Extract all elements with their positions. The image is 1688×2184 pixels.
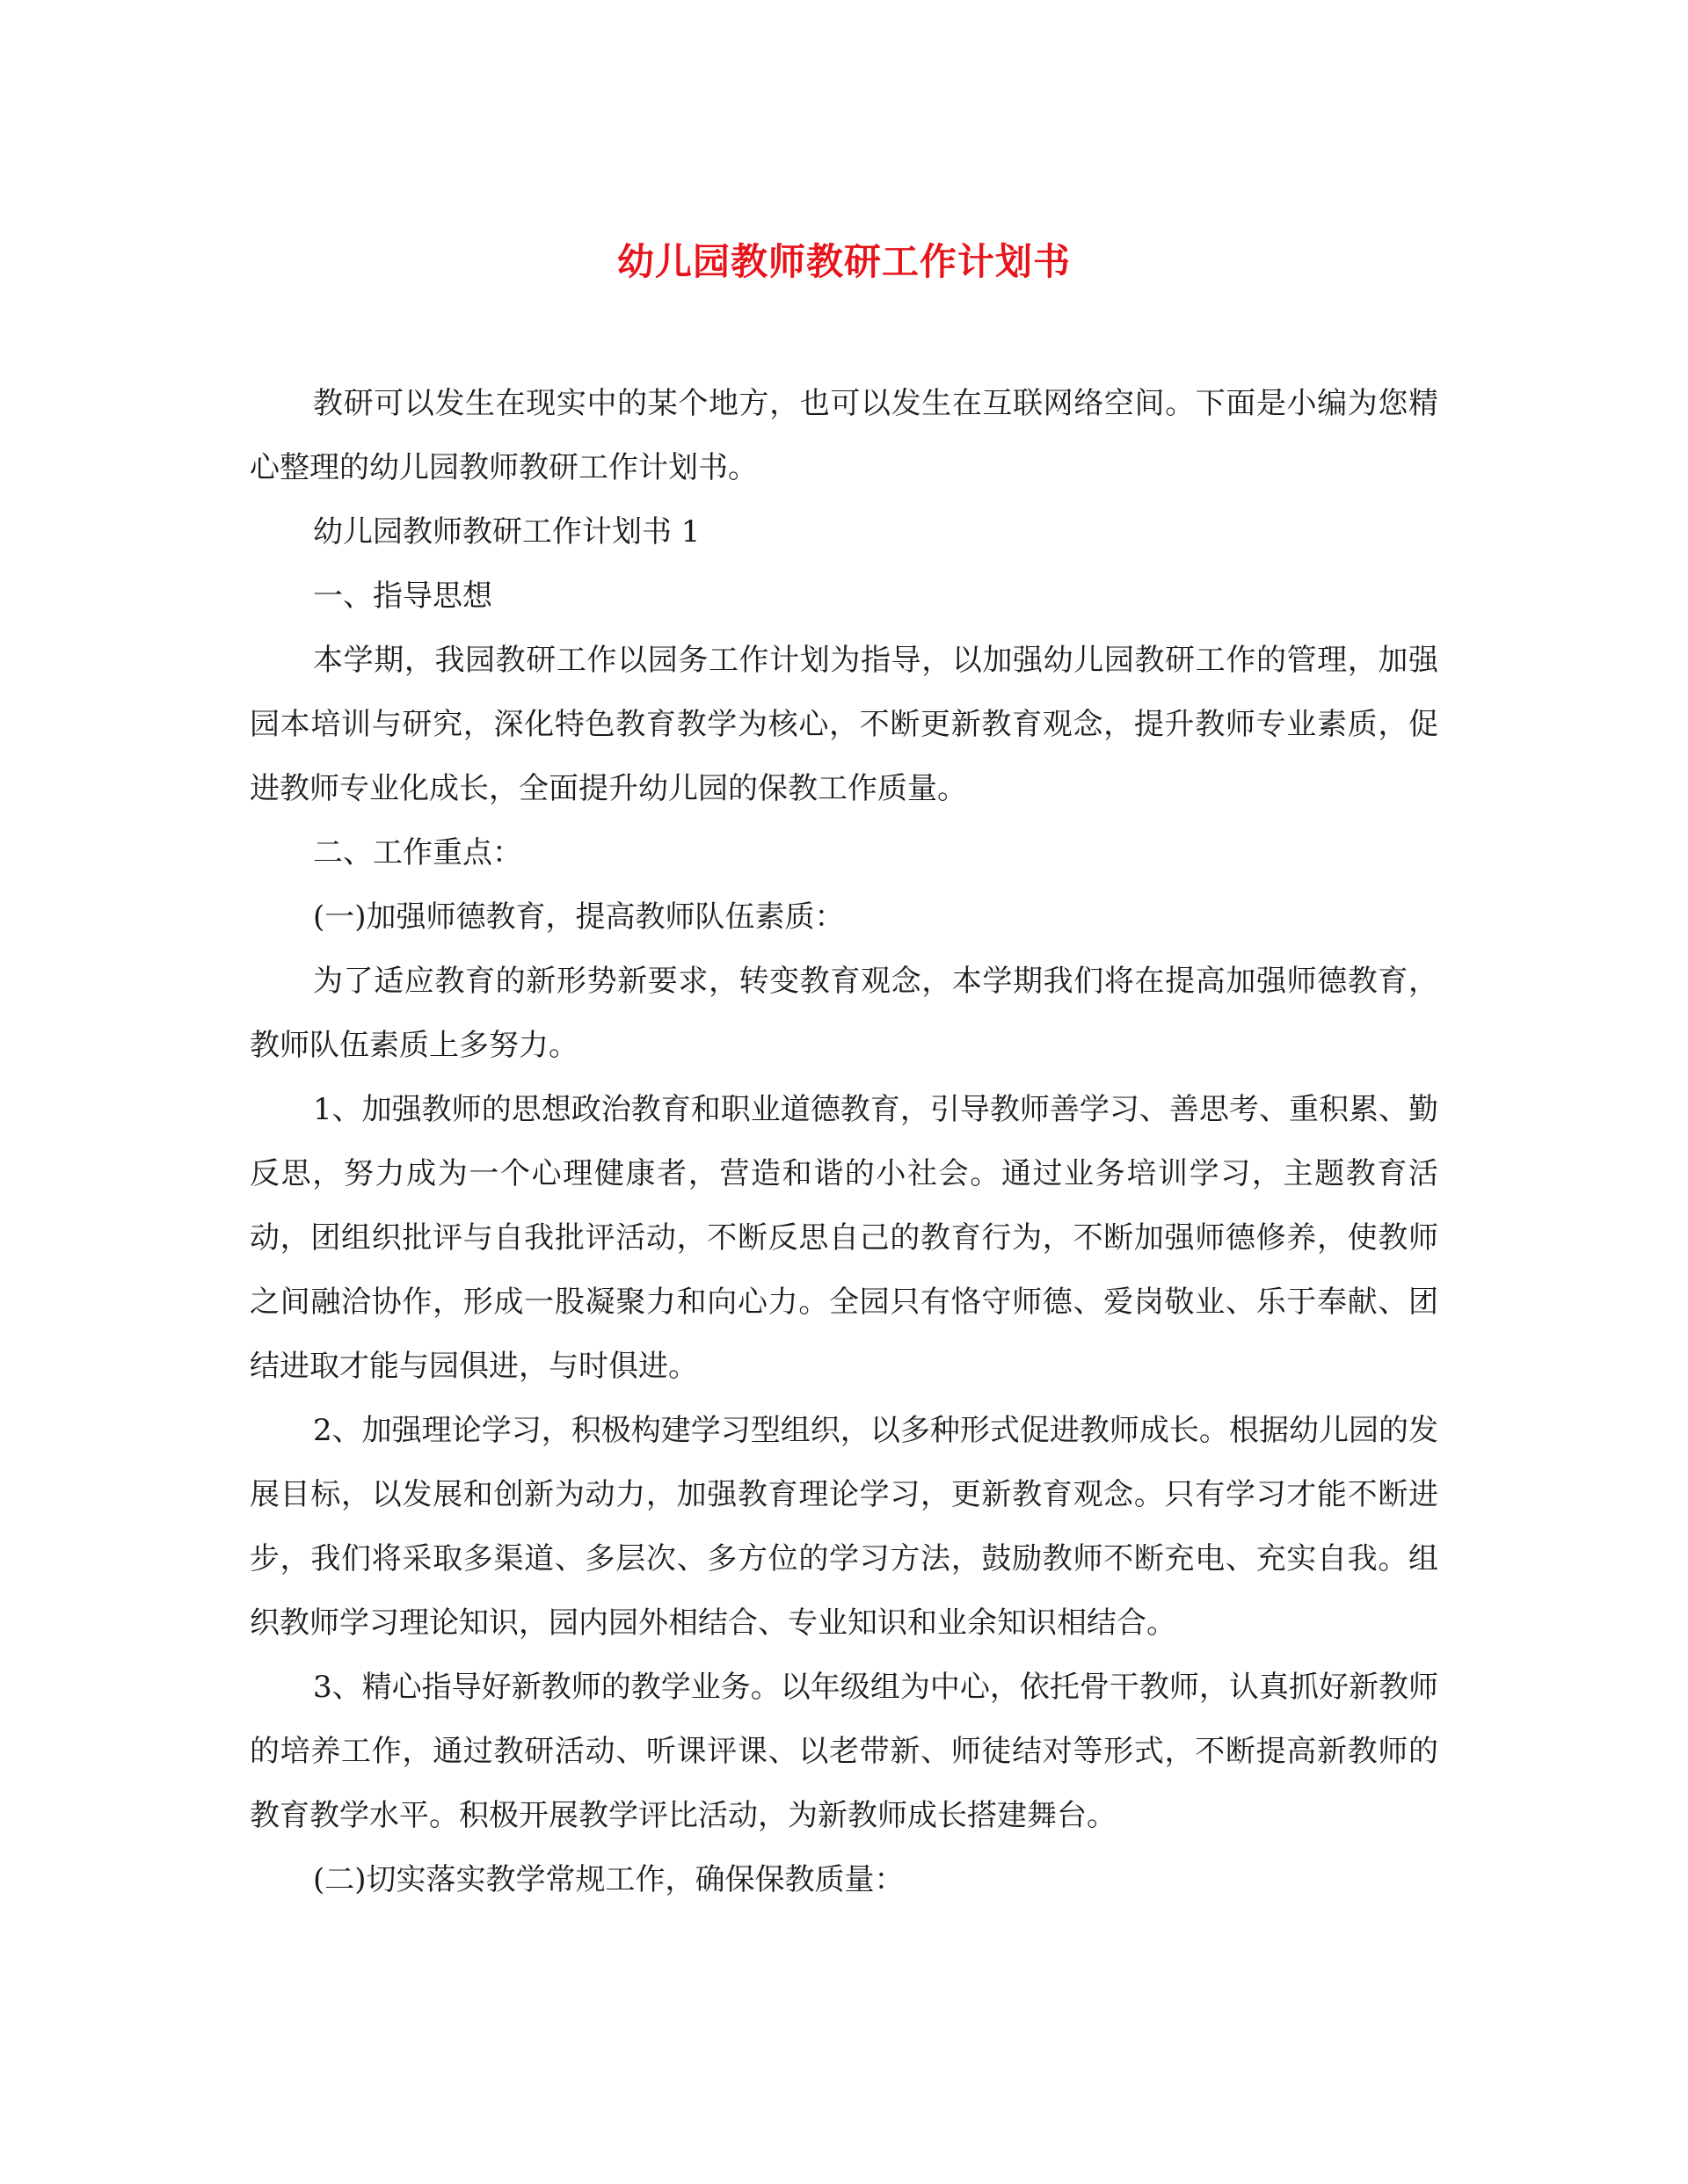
subheading-teacher-ethics: (一)加强师德教育，提高教师队伍素质：	[313, 899, 845, 935]
list-item-1: 1、加强教师的思想政治教育和职业道德教育，引导教师善学习、善思考、重积累、勤反思，努力成为一个心理健康者，营造和谐的小社会。通过业务培训学习，主题教育活动，团组织批评与自我批评活动，不断反思自己的教育行为，不断加强师德修养，使教师之间融洽协作，形成一股凝聚力和向心力。全园只有恪守师德、爱岗敬业、乐于奉献、团结进取才能与园俱进，与时俱进。	[250, 1092, 1438, 1384]
document-body	[250, 372, 1438, 1912]
paragraph-teacher-ethics: 为了适应教育的新形势新要求，转变教育观念，本学期我们将在提高加强师德教育，教师队伍素质上多努力。	[250, 964, 1438, 1063]
heading-guiding-ideology: 一、指导思想	[313, 579, 492, 614]
document-title: 幼儿园教师教研工作计划书	[616, 240, 1071, 283]
subheading-teaching-routine: (二)切实落实教学常规工作，确保保教质量：	[313, 1862, 905, 1897]
paragraph-intro: 教研可以发生在现实中的某个地方，也可以发生在互联网络空间。下面是小编为您精心整理的幼儿园教师教研工作计划书。	[250, 386, 1438, 485]
section-heading-plan-1: 幼儿园教师教研工作计划书 1	[313, 514, 701, 550]
paragraph-guiding-ideology: 本学期，我园教研工作以园务工作计划为指导，以加强幼儿园教研工作的管理，加强园本培训与研究，深化特色教育教学为核心，不断更新教育观念，提升教师专业素质，促进教师专业化成长，全面提升幼儿园的保教工作质量。	[250, 643, 1438, 806]
list-item-3: 3、精心指导好新教师的教学业务。以年级组为中心，依托骨干教师，认真抓好新教师的培养工作，通过教研活动、听课评课、以老带新、师徒结对等形式，不断提高新教师的教育教学水平。积极开展教学评比活动，为新教师成长搭建舞台。	[250, 1670, 1438, 1833]
list-item-2: 2、加强理论学习，积极构建学习型组织，以多种形式促进教师成长。根据幼儿园的发展目标，以发展和创新为动力，加强教育理论学习，更新教育观念。只有学习才能不断进步，我们将采取多渠道、多层次、多方位的学习方法，鼓励教师不断充电、充实自我。组织教师学习理论知识，园内园外相结合、专业知识和业余知识相结合。	[250, 1413, 1438, 1641]
heading-work-focus: 二、工作重点：	[313, 835, 522, 870]
